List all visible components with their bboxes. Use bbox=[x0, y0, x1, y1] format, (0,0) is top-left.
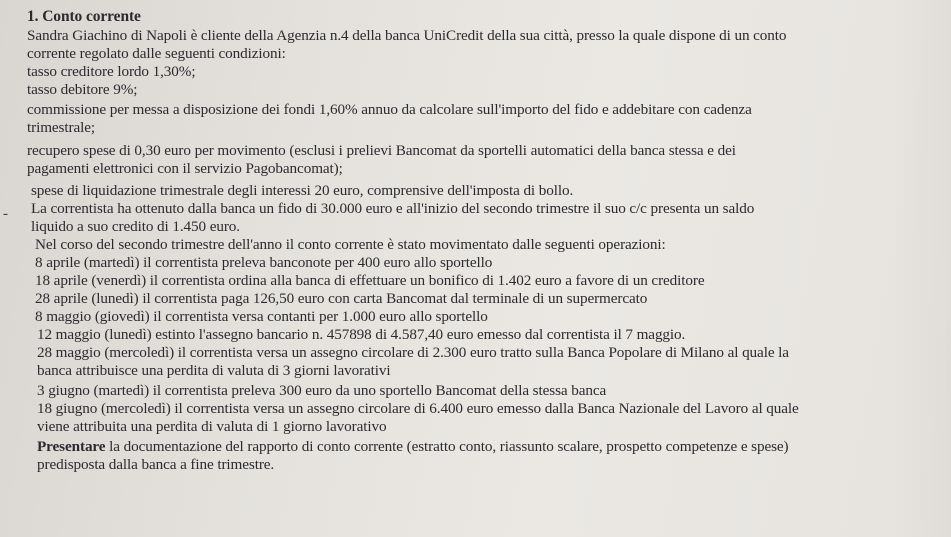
exercise-title: 1. Conto corrente bbox=[27, 8, 141, 25]
final-instruction-text: la documentazione del rapporto di conto corrente (estratto conto, riassunto scalare, prospetto competenze e spese) bbox=[105, 438, 789, 455]
text-line: viene attribuita una perdita di valuta di 1 giorno lavorativo bbox=[37, 418, 387, 435]
text-line: La correntista ha ottenuto dalla banca un fido di 30.000 euro e all'inizio del secondo trimestre il suo c/c presenta un saldo bbox=[31, 200, 755, 217]
text-line: liquido a suo credito di 1.450 euro. bbox=[31, 218, 240, 235]
text-line: 18 giugno (mercoledì) il correntista versa un assegno circolare di 6.400 euro emesso dalla Banca Nazionale del Lavoro al quale bbox=[37, 400, 799, 417]
final-instruction-line bbox=[37, 438, 789, 455]
text-line: Nel corso del secondo trimestre dell'anno il conto corrente è stato movimentato dalle seguenti operazioni: bbox=[35, 236, 666, 253]
final-instruction-verb: Presentare bbox=[37, 438, 106, 455]
text-line: 28 aprile (lunedì) il correntista paga 126,50 euro con carta Bancomat dal terminale di un supermercato bbox=[35, 290, 648, 307]
text-line: 8 maggio (giovedì) il correntista versa contanti per 1.000 euro allo sportello bbox=[35, 308, 488, 325]
text-line: 3 giugno (martedì) il correntista preleva 300 euro da uno sportello Bancomat della stessa banca bbox=[37, 382, 607, 399]
text-line: corrente regolato dalle seguenti condizioni: bbox=[27, 45, 286, 62]
text-line: banca attribuisce una perdita di valuta di 3 giorni lavorativi bbox=[37, 362, 391, 379]
text-line: 28 maggio (mercoledì) il correntista versa un assegno circolare di 2.300 euro tratto sulla Banca Popolare di Milano al quale la bbox=[37, 344, 789, 361]
text-line: 12 maggio (lunedì) estinto l'assegno bancario n. 457898 di 4.587,40 euro emesso dal correntista il 7 maggio. bbox=[37, 326, 686, 343]
text-line: 18 aprile (venerdì) il correntista ordina alla banca di effettuare un bonifico di 1.402 euro a favore di un creditore bbox=[35, 272, 705, 289]
text-line: recupero spese di 0,30 euro per movimento (esclusi i prelievi Bancomat da sportelli automatici della banca stessa e dei bbox=[27, 142, 736, 159]
text-line: trimestrale; bbox=[27, 119, 95, 136]
text-line: tasso creditore lordo 1,30%; bbox=[27, 63, 196, 80]
text-line: tasso debitore 9%; bbox=[27, 81, 138, 98]
text-line: pagamenti elettronici con il servizio Pagobancomat); bbox=[27, 160, 343, 177]
text-line: predisposta dalla banca a fine trimestre. bbox=[37, 456, 275, 473]
photo-shading bbox=[891, 0, 951, 537]
text-line: Sandra Giachino di Napoli è cliente della Agenzia n.4 della banca UniCredit della sua città, presso la quale dispone di un conto bbox=[27, 27, 787, 44]
text-line: commissione per messa a disposizione dei fondi 1,60% annuo da calcolare sull'importo del fido e addebitare con cadenza bbox=[27, 101, 752, 118]
margin-dash: - bbox=[3, 206, 8, 222]
text-line: 8 aprile (martedì) il correntista preleva banconote per 400 euro allo sportello bbox=[35, 254, 493, 271]
text-line: spese di liquidazione trimestrale degli interessi 20 euro, comprensive dell'imposta di bollo. bbox=[31, 182, 574, 199]
